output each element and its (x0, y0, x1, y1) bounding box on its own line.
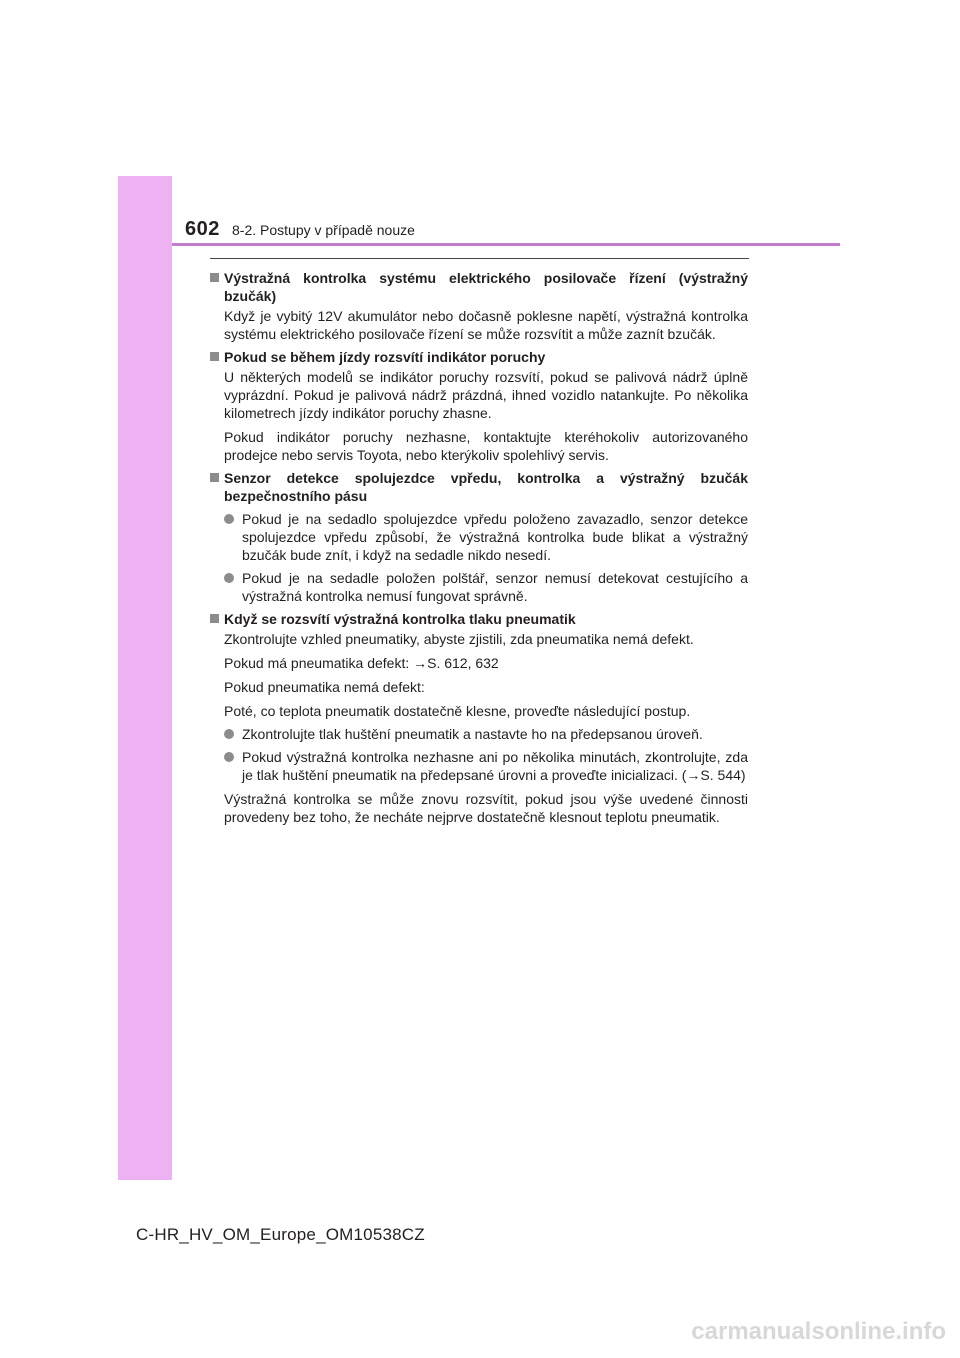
heading-text: Když se rozsvítí výstražná kontrolka tlaku pneumatik (224, 611, 576, 627)
list-item (210, 725, 748, 743)
page-number: 602 (185, 218, 220, 240)
section-title: 8-2. Postupy v případě nouze (232, 222, 415, 238)
heading-text: Senzor detekce spolujezdce vpředu, kontrolka a výstražný bzučák bezpečnostního pásu (224, 470, 748, 504)
paragraph: Pokud má pneumatika defekt: →S. 612, 632 (224, 655, 499, 671)
paragraph: Pokud indikátor poruchy nezhasne, kontaktujte kteréhokoliv autorizovaného prodejce nebo servis Toyota, nebo kterýkoliv spolehlivý servis. (224, 429, 748, 463)
section-heading (210, 469, 748, 505)
square-bullet-icon (210, 273, 219, 282)
round-bullet-icon (224, 752, 234, 762)
round-bullet-icon (224, 573, 234, 583)
paragraph: Když je vybitý 12V akumulátor nebo dočasně poklesne napětí, výstražná kontrolka systému elektrického posilovače řízení se může rozsvítit a může zaznít bzučák. (224, 308, 748, 342)
paragraph: Zkontrolujte vzhled pneumatiky, abyste zjistili, zda pneumatika nemá defekt. (224, 631, 694, 647)
paragraph: Pokud pneumatika nemá defekt: (224, 679, 425, 695)
list-item-text: Pokud je na sedadlo spolujezdce vpředu položeno zavazadlo, senzor detekce spolujezdce vpředu způsobí, že výstražná kontrolka bude blikat a výstražný bzučák bude znít, i když na sedadle nikdo nesedí. (242, 511, 748, 563)
list-item-text: Pokud výstražná kontrolka nezhasne ani po několika minutách, zkontrolujte, zda je tlak huštění pneumatik na předepsané úrovni a proveďte inicializaci. (→S. 544) (242, 749, 748, 783)
chapter-sidebar-tab (118, 176, 172, 1180)
header-rule (172, 243, 840, 246)
square-bullet-icon (210, 473, 219, 482)
round-bullet-icon (224, 729, 234, 739)
page-content (210, 264, 748, 826)
paragraph: Výstražná kontrolka se může znovu rozsvítit, pokud jsou výše uvedené činnosti provedeny bez toho, že necháte nejprve dostatečně klesnout teplotu pneumatik. (224, 791, 748, 825)
section-heading (210, 610, 748, 628)
paragraph: U některých modelů se indikátor poruchy rozsvítí, pokud se palivová nádrž úplně vyprázdní. Pokud je palivová nádrž prázdná, ihned vozidlo natankujte. Po několika kilometrech jízdy indikátor poruchy zhasne. (224, 369, 748, 421)
paragraph: Poté, co teplota pneumatik dostatečně klesne, proveďte následující postup. (224, 703, 691, 719)
square-bullet-icon (210, 614, 219, 623)
list-item-text: Pokud je na sedadle položen polštář, senzor nemusí detekovat cestujícího a výstražná kontrolka nemusí fungovat správně. (242, 570, 748, 604)
document-code: C-HR_HV_OM_Europe_OM10538CZ (136, 1225, 425, 1244)
round-bullet-icon (224, 514, 234, 524)
list-item (210, 510, 748, 564)
section-heading (210, 348, 748, 366)
content-top-rule (210, 258, 749, 259)
list-item (210, 569, 748, 605)
heading-text: Pokud se během jízdy rozsvítí indikátor poruchy (224, 349, 546, 365)
heading-text: Výstražná kontrolka systému elektrického posilovače řízení (výstražný bzučák) (224, 270, 748, 304)
list-item (210, 748, 748, 784)
list-item-text: Zkontrolujte tlak huštění pneumatik a nastavte ho na předepsanou úroveň. (242, 726, 703, 742)
watermark: carmanualsonline.info (691, 1318, 946, 1345)
square-bullet-icon (210, 352, 219, 361)
section-heading (210, 269, 748, 305)
